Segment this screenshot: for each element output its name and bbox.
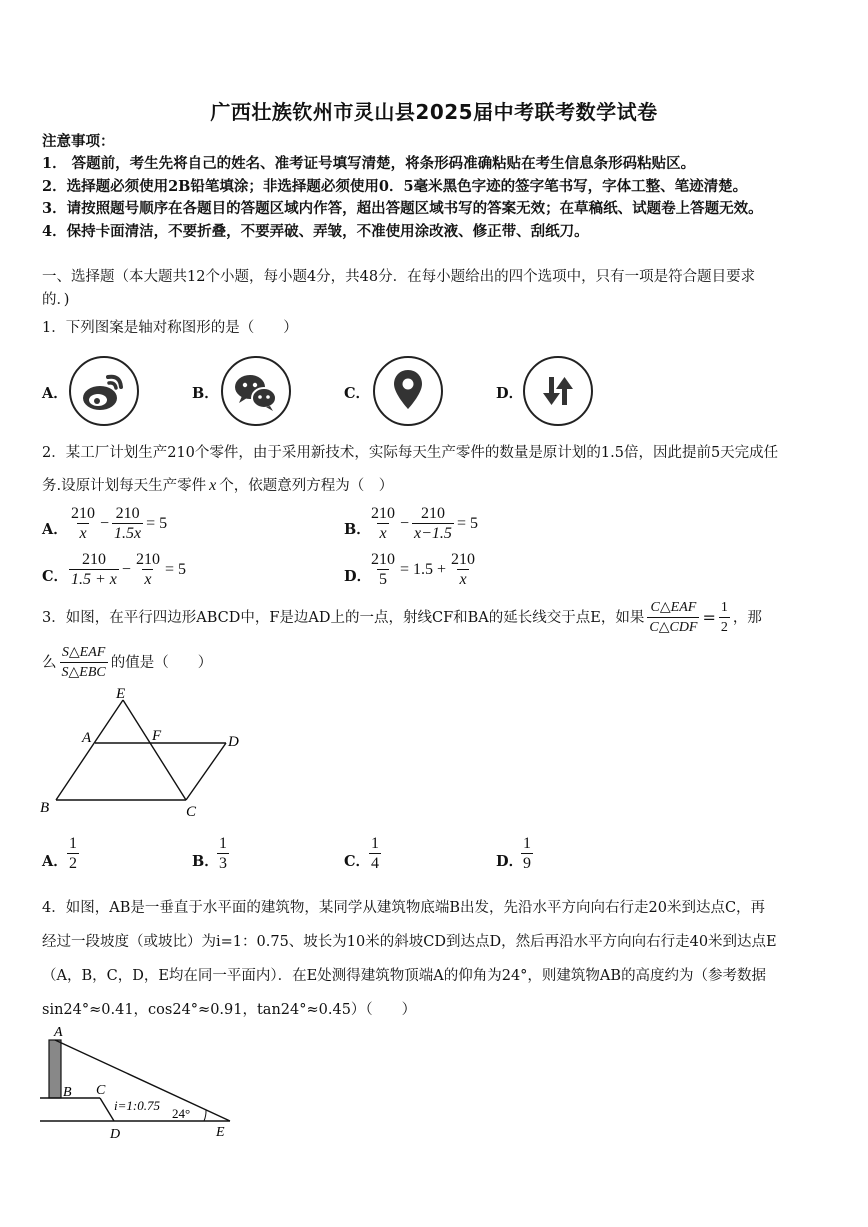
- option-label: B．: [192, 385, 219, 402]
- question-4-stem-cont: （A，B，C，D，E均在同一平面内）．在E处测得建筑物顶端A的仰角为24°，则建筑物AB的高度约为（参考数据: [42, 968, 767, 984]
- stem-text: 3．如图，在平行四边形ABCD中，F是边AD上的一点，射线CF和BA的延长线交于点E，如果: [42, 609, 645, 626]
- building-slope-figure: [38, 1024, 248, 1148]
- parallelogram-figure: [36, 684, 256, 828]
- question-2-stem: 2．某工厂计划生产210个零件，由于采用新技术，实际每天生产零件的数量是原计划的1.5倍，因此提前5天完成任: [42, 445, 779, 461]
- option-label: C．: [344, 385, 371, 402]
- point-label-e: E: [216, 1125, 225, 1140]
- point-label-a: A: [82, 730, 92, 746]
- point-label-b: B: [63, 1085, 72, 1100]
- option-label: B．: [192, 853, 219, 870]
- section-heading-cont: 的．): [42, 292, 70, 308]
- notice-item: 3．请按照题号顺序在各题目的答题区域内作答，超出答题区域书写的答案无效；在草稿纸、试题卷上答题无效。: [42, 200, 763, 217]
- option-a-value: $\frac{1}{2}$: [69, 835, 77, 872]
- wechat-icon: [220, 355, 292, 431]
- option-b-value: $\frac{1}{3}$: [219, 835, 227, 872]
- point-label-e: E: [116, 686, 126, 702]
- point-label-c: C: [96, 1083, 106, 1098]
- option-c-equation: $\frac{210}{1.5 + x}$ − $\frac{210}{x}$ = 5: [71, 551, 186, 588]
- notice-item: 1． 答题前，考生先将自己的姓名、准考证号填写清楚，将条形码准确粘贴在考生信息条形码粘贴区。: [42, 155, 696, 172]
- stem-text: 个，依题意列方程为（ ）: [219, 478, 394, 494]
- option-b-equation: $\frac{210}{x}$ − $\frac{210}{x-1.5}$ = 5: [371, 505, 478, 542]
- question-4-stem-cont: sin24°≈0.41，cos24°≈0.91，tan24°≈0.45）（ ）: [42, 1002, 417, 1018]
- option-label: A．: [42, 521, 68, 538]
- question-1-stem: 1．下列图案是轴对称图形的是（ ）: [42, 320, 298, 336]
- option-label: B．: [344, 521, 371, 538]
- option-label: D．: [344, 568, 372, 585]
- section-heading: 一、选择题（本大题共12个小题，每小题4分，共48分．在每小题给出的四个选项中，只有一项是符合题目要求: [42, 269, 756, 285]
- option-label: A．: [42, 853, 68, 870]
- point-label-a: A: [54, 1025, 63, 1040]
- option-d-equation: $\frac{210}{5}$ = 1.5 + $\frac{210}{x}$: [371, 551, 476, 588]
- angle-label: 24°: [172, 1106, 191, 1121]
- question-2-stem-cont: [42, 476, 393, 496]
- point-label-d: D: [110, 1127, 121, 1142]
- option-d-value: $\frac{1}{9}$: [523, 835, 531, 872]
- option-c-value: $\frac{1}{4}$: [371, 835, 379, 872]
- notice-item: 4．保持卡面清洁，不要折叠，不要弄破、弄皱，不准使用涂改液、修正带、刮纸刀。: [42, 223, 589, 240]
- question-4-stem-cont: 经过一段坡度（或坡比）为i=1：0.75、坡长为10米的斜坡CD到达点D，然后再沿水平方向向右行走40米到达点E: [42, 934, 777, 950]
- option-label: D．: [496, 385, 524, 402]
- stem-text: ，那: [732, 609, 762, 626]
- stem-text: 务.设原计划每天生产零件: [42, 478, 207, 494]
- point-label-b: B: [40, 800, 50, 816]
- notice-heading: 注意事项：: [42, 133, 115, 150]
- option-label: D．: [496, 853, 524, 870]
- option-a-equation: $\frac{210}{x}$ − $\frac{210}{1.5x}$ = 5: [71, 505, 168, 542]
- question-3-stem-cont: 么 $\frac{\text{S△EAF}}{\text{S△EBC}}$ 的值是（ ）: [42, 645, 213, 680]
- option-label: C．: [42, 568, 69, 585]
- notice-item: 2．选择题必须使用2B铅笔填涂；非选择题必须使用0．5毫米黑色字迹的签字笔书写，字体工整、笔迹清楚。: [42, 178, 748, 195]
- option-label: C．: [344, 853, 371, 870]
- point-label-d: D: [228, 734, 239, 750]
- variable-x: x: [209, 477, 217, 494]
- up-down-arrows-icon: [522, 355, 594, 431]
- location-pin-icon: [372, 355, 444, 431]
- weibo-icon: [68, 355, 140, 431]
- question-3-stem: 3．如图，在平行四边形ABCD中，F是边AD上的一点，射线CF和BA的延长线交于点E，如果 $\frac{\text{C△EAF}}{\text{C△CDF}}$ = $\frac{1}{2}$ ，那: [42, 600, 762, 635]
- question-4-stem: 4．如图，AB是一垂直于水平面的建筑物，某同学从建筑物底端B出发，先沿水平方向向右行走20米到达点C，再: [42, 900, 766, 916]
- page-title: 广西壮族钦州市灵山县2025届中考联考数学试卷: [210, 100, 658, 124]
- point-label-c: C: [186, 804, 197, 820]
- point-label-f: F: [152, 728, 162, 744]
- option-label: A．: [42, 385, 68, 402]
- slope-label: i=1:0.75: [114, 1098, 160, 1113]
